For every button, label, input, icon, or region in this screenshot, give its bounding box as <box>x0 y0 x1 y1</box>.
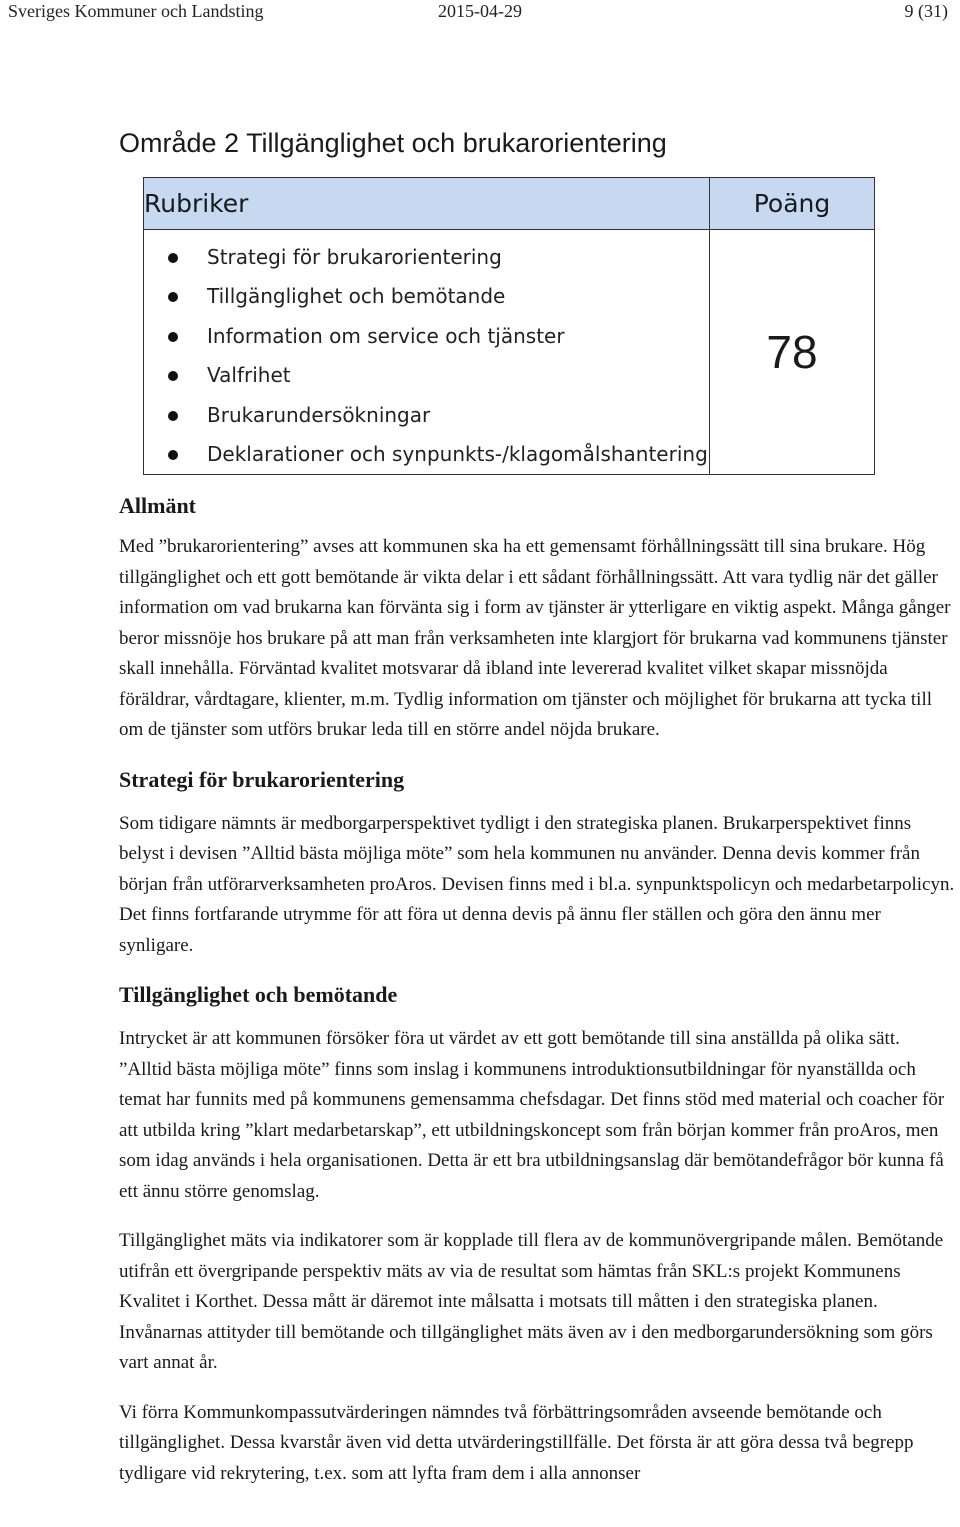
page-number: 9 (31) <box>904 1 948 21</box>
section-heading-tillganglighet: Tillgänglighet och bemötande <box>119 982 398 1007</box>
list-item: Brukarundersökningar <box>144 396 709 435</box>
page-header <box>0 0 960 24</box>
rubric-bullet-list <box>144 230 709 474</box>
list-item: Tillgänglighet och bemötande <box>144 277 709 316</box>
paragraph-allmant: Med ”brukarorientering” avses att kommunen ska ha ett gemensamt förhållningssätt till sina brukare. Hög tillgänglighet och ett gott bemötande är vikta delar i ett sådant förhållningssätt. Att vara tydlig när det gäller information om vad brukarna kan förvänta sig i form av tjänster är ytterligare en viktig aspekt. Många gånger beror missnöje hos brukare på att man från verksamheten inte klargjort för brukarna vad kommunens tjänster skall innehålla. Förväntad kvalitet motsvarar då ibland inte levererad kvalitet vilket skapar missnöjda föräldrar, vårdtagare, klienter, m.m. Tydlig information om tjänster och möjlighet för brukarna att tycka till om de tjänster som utförs brukar leda till en större andel nöjda brukare. <box>119 536 951 740</box>
rubric-table-header <box>144 178 875 230</box>
paragraph-tillganglighet-3: Vi förra Kommunkompassutvärderingen nämndes två förbättringsområden avseende bemötande och tillgänglighet. Dessa kvarstår även vid detta utvärderingstillfälle. Det första är att göra dessa två begrepp tydligare vid rekrytering, t.ex. som att lyfta fram dem i alla annonser <box>119 1401 914 1484</box>
area-title: Område 2 Tillgänglighet och brukarorientering <box>119 128 667 158</box>
rubric-table-row <box>144 230 875 475</box>
document-date: 2015-04-29 <box>438 1 522 21</box>
section-heading-strategi: Strategi för brukarorientering <box>119 766 405 792</box>
list-item: Information om service och tjänster <box>144 317 709 356</box>
rubric-items-cell <box>144 230 710 475</box>
paragraph-tillganglighet-1: Intrycket är att kommunen försöker föra ut värdet av ett gott bemötande till sina anställda på olika sätt. ”Alltid bästa möjliga möte” finns som inslag i kommunens introduktionsutbildningar för nyanställda och temat har funnits med på kommunens gemensamma chefsdagar. Det finns stöd med material och coacher för att utbilda kring ”klart medarbetarskap”, ett utbildningskoncept som från början kommer från proAros, men som idag används i hela organisationen. Detta är ett bra utbildningsanslag där bemötandefrågor bör kunna få ett ännu större genomslag. <box>119 1028 945 1202</box>
list-item: Deklarationer och synpunkts-/klagomålshantering <box>144 435 709 474</box>
column-header-rubriker: Rubriker <box>144 178 710 230</box>
rubric-table <box>143 177 875 475</box>
organization-name: Sveriges Kommuner och Landsting <box>8 1 264 21</box>
section-heading-allmant: Allmänt <box>119 493 196 518</box>
list-item: Strategi för brukarorientering <box>144 238 709 277</box>
score-value: 78 <box>710 230 875 475</box>
column-header-poang: Poäng <box>710 178 875 230</box>
document-body <box>119 532 957 1508</box>
paragraph-tillganglighet-2: Tillgänglighet mäts via indikatorer som är kopplade till flera av de kommunövergripande målen. Bemötande utifrån ett övergripande perspektiv mäts av via de resultat som hämtas från SKL:s projekt Kommunens Kvalitet i Korthet. Dessa mått är däremot inte målsatta i motsats till måtten i den strategiska planen. Invånarnas attityder till bemötande och tillgänglighet mäts även av i den medborgarundersökning som görs vart annat år. <box>119 1230 944 1373</box>
paragraph-strategi: Som tidigare nämnts är medborgarperspektivet tydligt i den strategiska planen. Brukarperspektivet finns belyst i devisen ”Alltid bästa möjliga möte” som hela kommunen nu använder. Denna devis kommer från början från utförarverksamheten proAros. Devisen finns med i bl.a. synpunktspolicyn och medarbetarpolicyn. Det finns fortfarande utrymme för att föra ut denna devis på ännu fler ställen och göra den ännu mer synligare. <box>119 812 955 956</box>
list-item: Valfrihet <box>144 356 709 395</box>
